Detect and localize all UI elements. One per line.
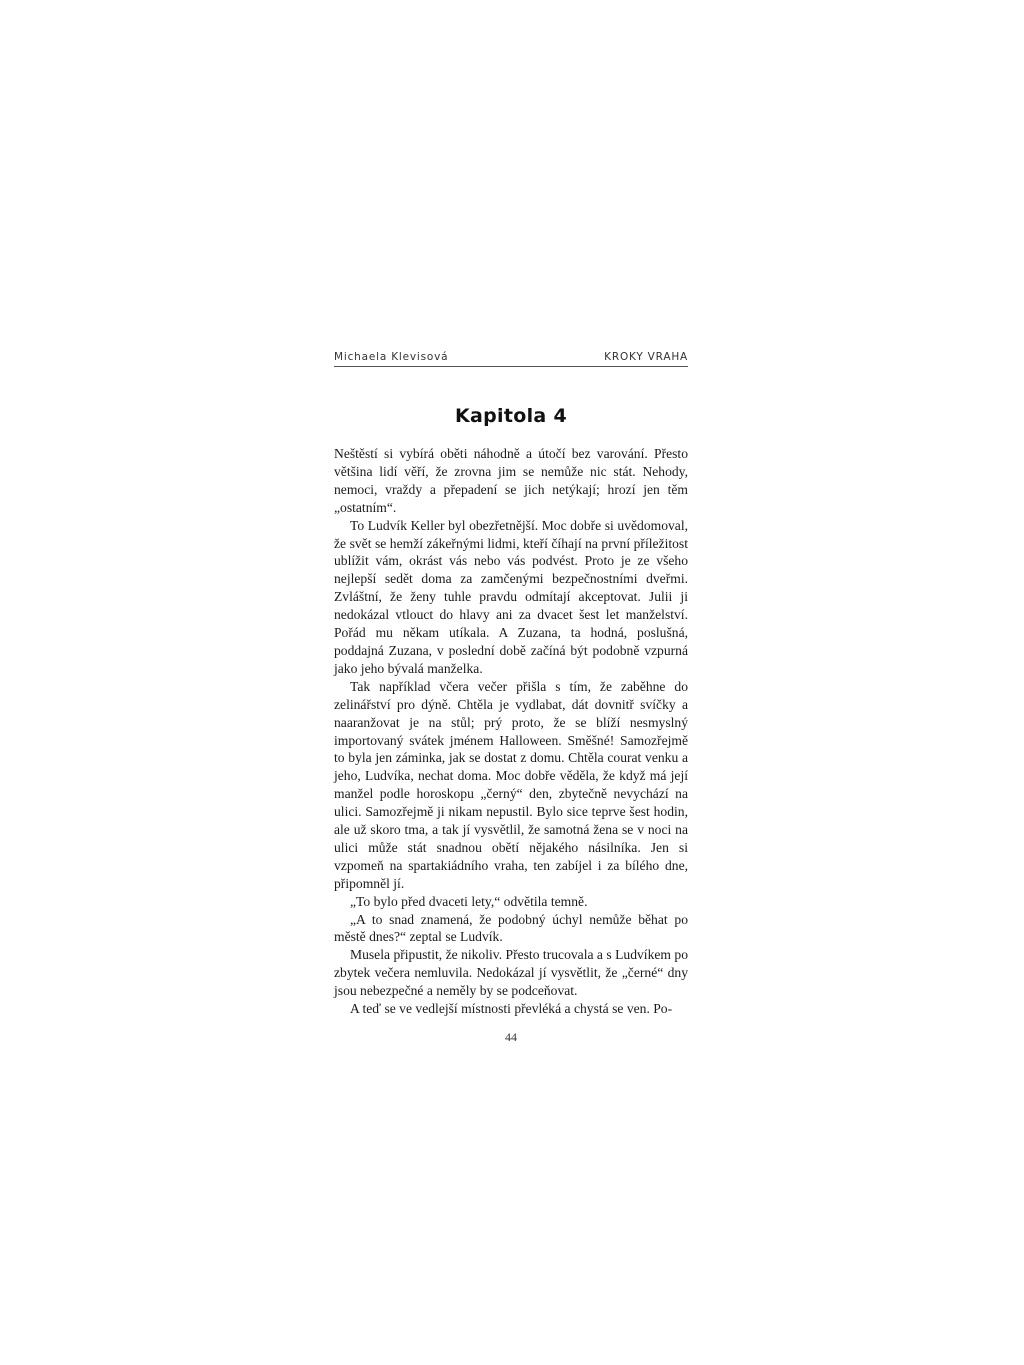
- book-page: [334, 351, 688, 1045]
- header-book-title: KROKY VRAHA: [604, 351, 688, 363]
- paragraph: Tak například včera večer přišla s tím, že zaběhne do zelinářství pro dýně. Chtěla je vydlabat, dát dovnitř svíčky a naaranžovat je na stůl; prý proto, že se blíží nesmyslný importovaný svátek jménem Halloween. Směšné! Samozřejmě to byla jen záminka, jak se dostat z domu. Chtěla courat venku a jeho, Ludvíka, nechat doma. Moc dobře věděla, že když má její manžel podle horoskopu „černý“ den, zbytečně nevychází na ulici. Samozřejmě ji nikam nepustil. Bylo sice teprve šest hodin, ale už skoro tma, a tak jí vysvětlil, že samotná žena se v noci na ulici může stát snadnou obětí nějakého násilníka. Jen si vzpomeň na spartakiádního vraha, ten zabíjel i za bílého dne, připomněl jí.: [334, 678, 688, 891]
- paragraph: Neštěstí si vybírá oběti náhodně a útočí bez varování. Přesto většina lidí věří, že zrovna jim se nemůže nic stát. Nehody, nemoci, vraždy a přepadení se jich netýkají; hrozí jen těm „ostatním“.: [334, 446, 688, 515]
- paragraph: „To bylo před dvaceti lety,“ odvětila temně.: [350, 893, 588, 909]
- paragraph: A teď se ve vedlejší místnosti převléká a chystá se ven. Po-: [350, 1001, 673, 1017]
- page-number: 44: [505, 1030, 517, 1044]
- header-author: Michaela Klevisová: [334, 351, 449, 363]
- paragraph: Musela připustit, že nikoliv. Přesto trucovala a s Ludvíkem po zbytek večera nemluvila. Nedokázal jí vysvětlit, že „černé“ dny jsou nebezpečné a neměly by se podceňovat.: [334, 947, 688, 999]
- paragraph: „A to snad znamená, že podobný úchyl nemůže běhat po městě dnes?“ zeptal se Ludvík.: [334, 911, 688, 945]
- paragraph: To Ludvík Keller byl obezřetnější. Moc dobře si uvědomoval, že svět se hemží zákeřnými lidmi, kteří číhají na první příležitost ublížit vám, okrást vás nebo vás podvést. Proto je ze všeho nejlepší sedět doma za zamčenými bezpečnostními dveřmi. Zvláštní, že ženy tuhle pravdu odmítají akceptovat. Julii ji nedokázal vtlouct do hlavy ani za dvacet šest let manželství. Pořád mu někam utíkala. A Zuzana, ta hodná, poslušná, poddajná Zuzana, v poslední době začíná být podobně vzpurná jako jeho bývalá manželka.: [334, 517, 688, 676]
- chapter-body: [334, 445, 688, 1018]
- chapter-title: Kapitola 4: [455, 405, 567, 427]
- running-header: [334, 351, 688, 367]
